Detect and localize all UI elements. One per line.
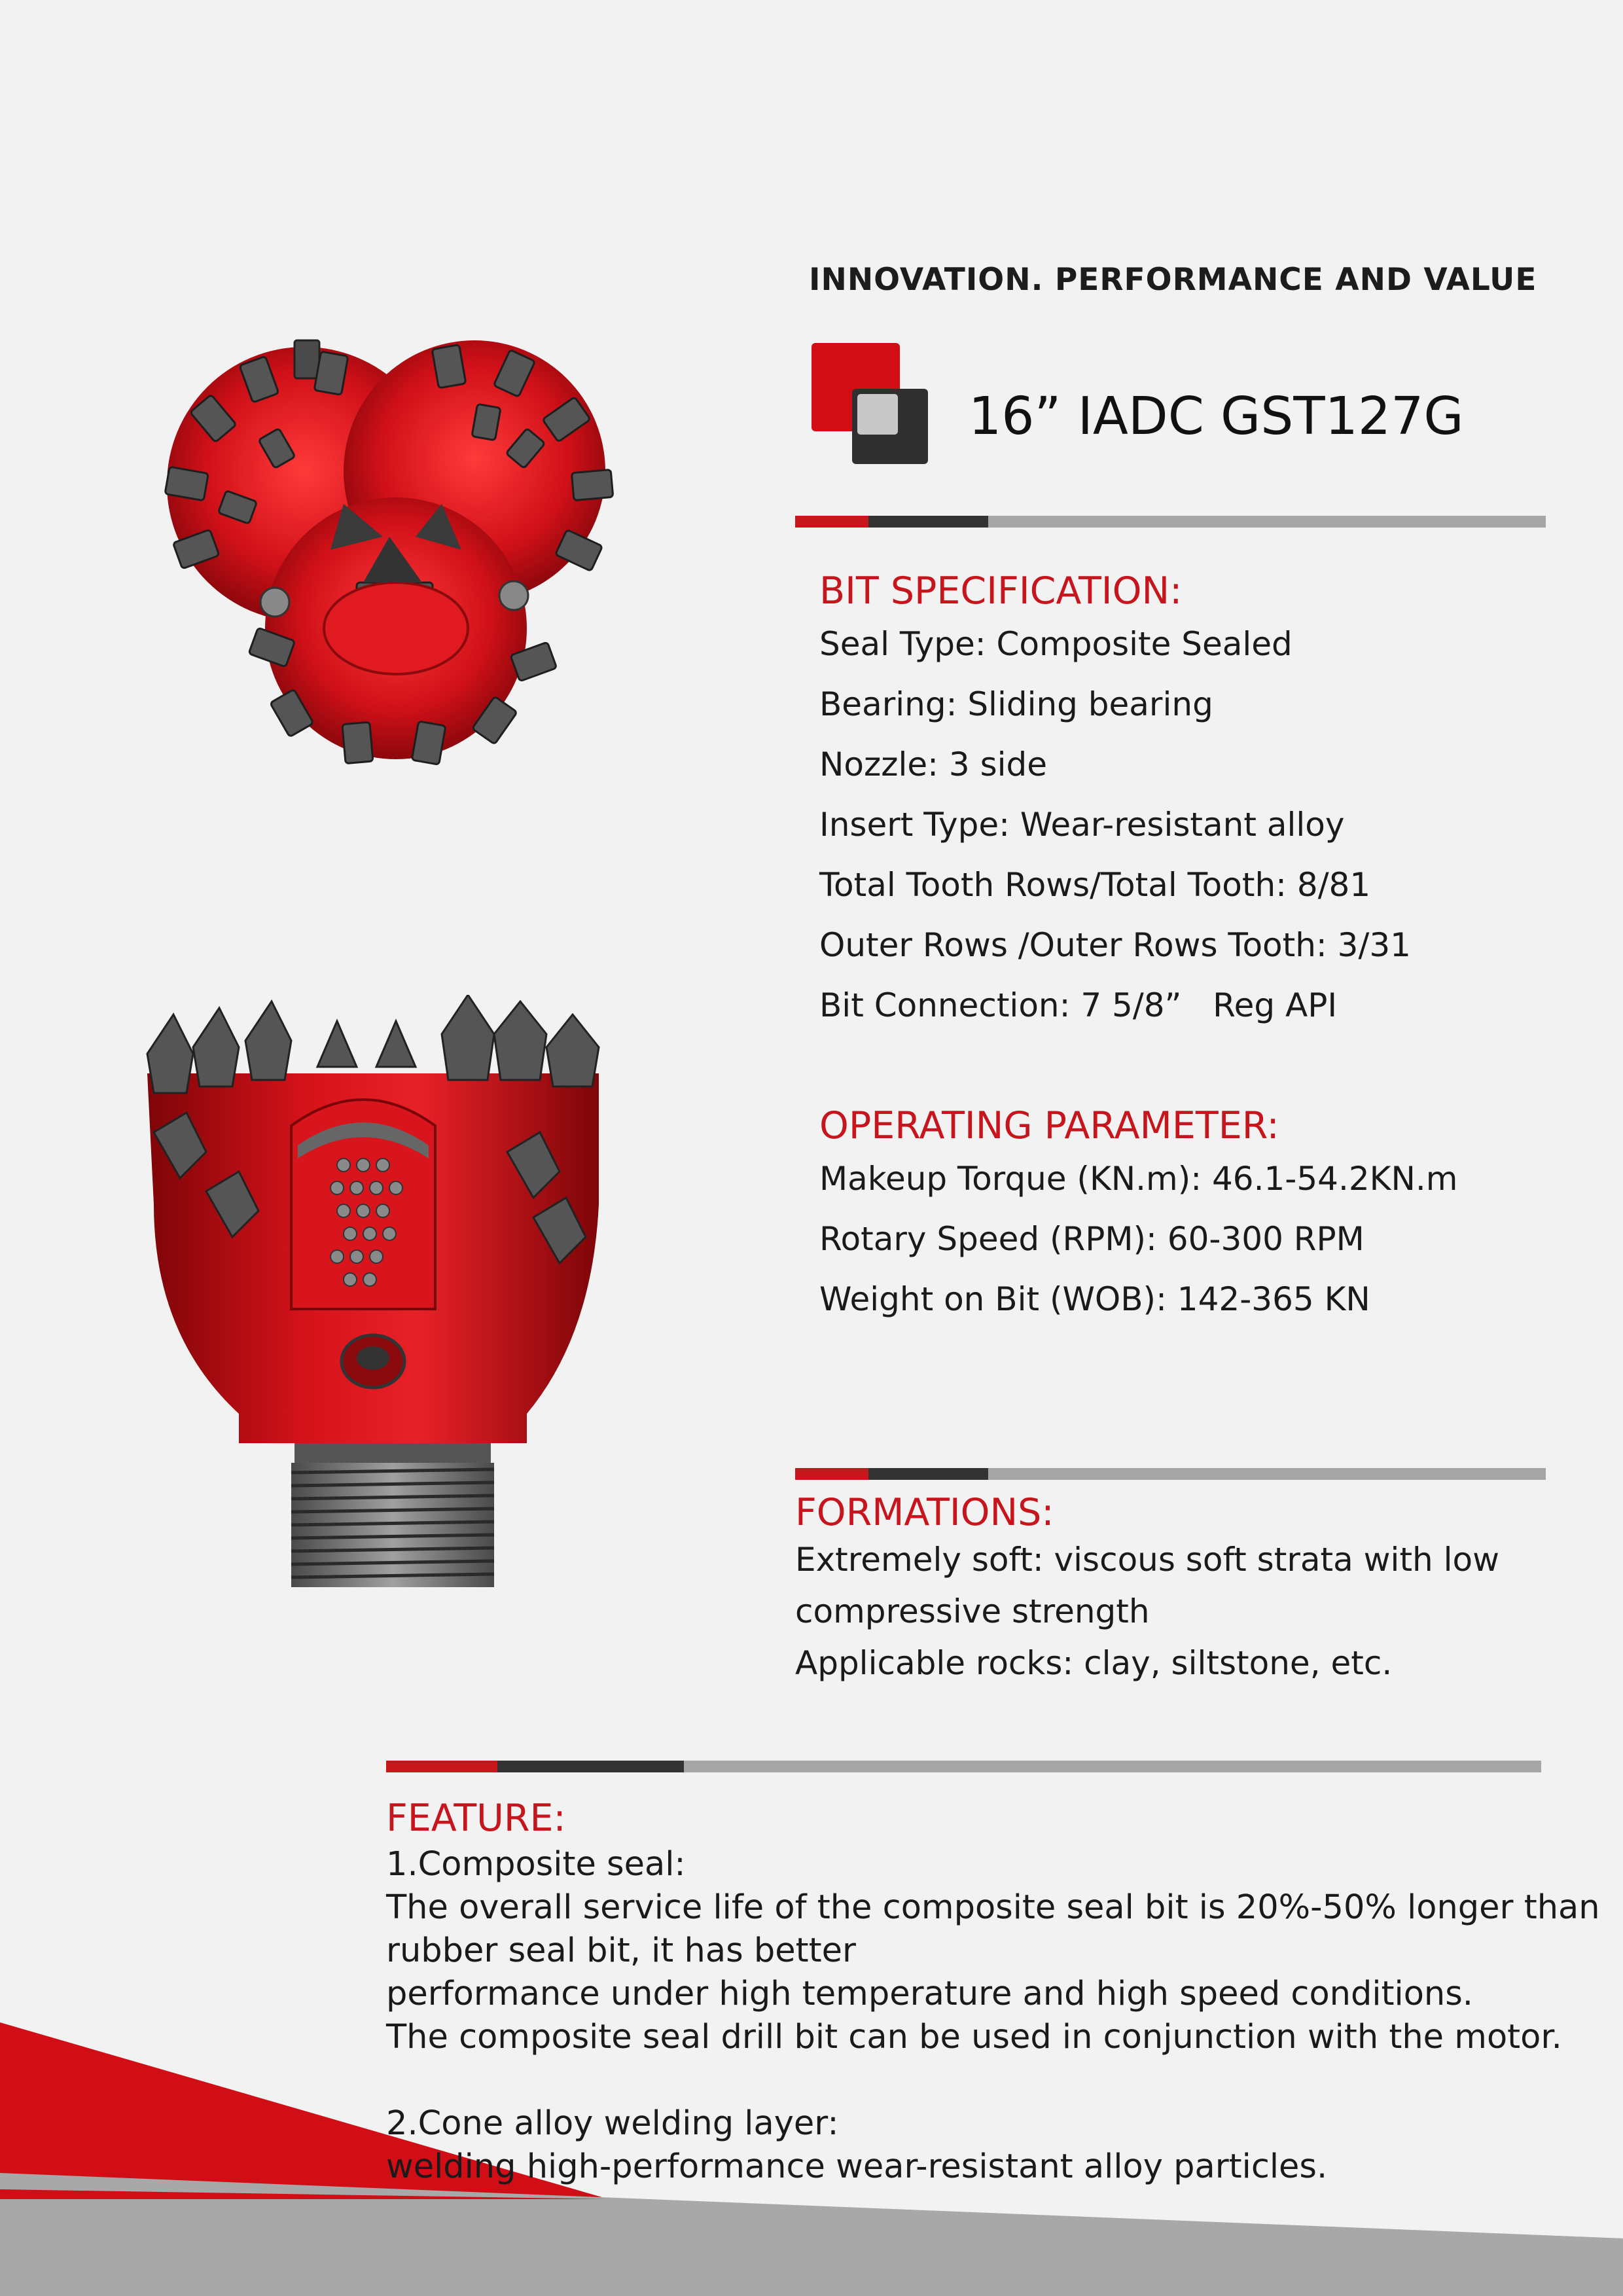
feature-line: 2.Cone alloy welding layer: [386, 2104, 839, 2143]
feature-line: 1.Composite seal: [386, 1845, 686, 1884]
feature-line: The composite seal drill bit can be used in conjunction with the motor. [386, 2018, 1562, 2056]
spec-line: Rotary Speed (RPM): 60-300 RPM [819, 1220, 1364, 1258]
feature-line: The overall service life of the composite seal bit is 20%-50% longer than [386, 1888, 1600, 1927]
divider-feature [386, 1761, 1541, 1772]
feature-line-blank [386, 2059, 1600, 2102]
section-heading-formations: FORMATIONS: [795, 1491, 1054, 1534]
bit-top-view-image [147, 321, 632, 766]
spec-line: Nozzle: 3 side [819, 745, 1048, 783]
spec-line: Total Tooth Rows/Total Tooth: 8/81 [819, 866, 1371, 904]
spec-line: Outer Rows /Outer Rows Tooth: 3/31 [819, 926, 1411, 964]
divider-formations [795, 1468, 1546, 1480]
feature-line: welding high-performance wear-resistant alloy particles. [386, 2147, 1328, 2186]
divider-top [795, 516, 1546, 528]
section-heading-feature: FEATURE: [386, 1797, 566, 1840]
feature-line: performance under high temperature and high speed conditions. [386, 1975, 1474, 2013]
spec-line: Makeup Torque (KN.m): 46.1-54.2KN.m [819, 1160, 1458, 1198]
spec-line: Bearing: Sliding bearing [819, 685, 1213, 723]
formation-line: compressive strength [795, 1592, 1150, 1630]
model-title: 16” IADC GST127G [969, 386, 1464, 446]
tagline: INNOVATION. PERFORMANCE AND VALUE [809, 262, 1537, 298]
formations-section [795, 1491, 1499, 1689]
feature-section [386, 1793, 1600, 2189]
bit-side-view-image [141, 995, 605, 1590]
spec-line: Weight on Bit (WOB): 142-365 KN [819, 1280, 1370, 1318]
spec-line: Seal Type: Composite Sealed [819, 625, 1293, 663]
feature-line: rubber seal bit, it has better [386, 1931, 856, 1970]
spec-line: Insert Type: Wear-resistant alloy [819, 806, 1345, 844]
operating-parameter-section [819, 1104, 1457, 1329]
brand-logo-mark [812, 343, 929, 451]
spec-line: Bit Connection: 7 5/8” Reg API [819, 986, 1338, 1024]
section-heading-operating-parameter: OPERATING PARAMETER: [819, 1104, 1279, 1147]
bit-specification-section [819, 569, 1411, 1035]
formation-line: Applicable rocks: clay, siltstone, etc. [795, 1644, 1393, 1682]
section-heading-bit-specification: BIT SPECIFICATION: [819, 569, 1183, 613]
formation-line: Extremely soft: viscous soft strata with low [795, 1541, 1500, 1579]
